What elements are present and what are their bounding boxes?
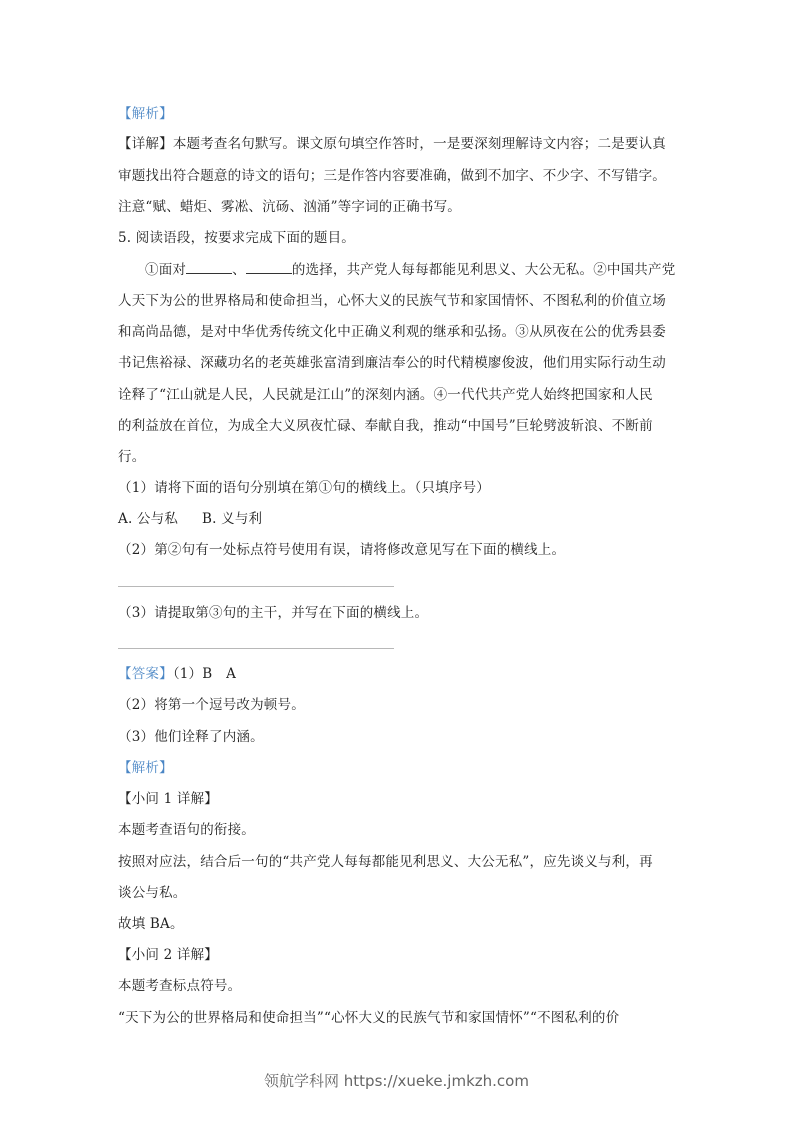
passage-line: 和高尚品德，是对中华优秀传统文化中正确义利观的继承和弘扬。③从夙夜在公的优秀县委	[118, 324, 666, 340]
sub-question-2: （2）第②句有一处标点符号使用有误，请将修改意见写在下面的横线上。	[118, 542, 566, 558]
detail-paragraph-line: 审题找出符合题意的诗文的语句；三是作答内容要准确，做到不加字、不少字、不写错字。	[118, 168, 666, 184]
passage-line: ①面对 、 的选择，共产党人每每都能见利思义、大公无私。②中国共产党	[145, 262, 676, 278]
sub-question-1: （1）请将下面的语句分别填在第①句的横线上。（只填序号）	[118, 480, 490, 496]
answer-line: 【答案】（1）B A	[118, 666, 237, 682]
analysis-line: 按照对应法，结合后一句的“共产党人每每都能见利思义、大公无私”，应先谈义与利，再	[118, 854, 653, 870]
answer-tag: 【答案】	[118, 666, 173, 682]
answer-3: （3）他们诠释了内涵。	[118, 729, 264, 745]
options-line	[118, 509, 678, 529]
sub-question-3: （3）请提取第③句的主干，并写在下面的横线上。	[118, 605, 429, 621]
detail-paragraph-line: 注意“赋、蜡炬、雾凇、沆砀、汹涌”等字词的正确书写。	[118, 199, 462, 215]
option-b: B. 义与利	[202, 511, 263, 527]
fill-blank-2	[246, 261, 292, 274]
passage-line: 的利益放在首位，为成全大义夙夜忙碌、奉献自我，推动“中国号”巨轮劈波斩浪、不断前	[118, 418, 653, 434]
analysis-line: 故填 BA。	[118, 916, 184, 932]
analysis-heading: 【解析】	[118, 106, 173, 122]
sub-analysis-1-heading: 【小问 1 详解】	[118, 791, 218, 807]
option-a: A. 公与私	[118, 511, 179, 527]
sub-analysis-2-heading: 【小问 2 详解】	[118, 947, 218, 963]
passage-line: 诠释了“江山就是人民，人民就是江山”的深刻内涵。④一代代共产党人始终把国家和人民	[118, 387, 653, 403]
analysis-line: 谈公与私。	[118, 885, 187, 901]
answer-line-3	[118, 648, 394, 649]
fill-blank-1	[186, 261, 232, 274]
passage-line: 人天下为公的世界格局和使命担当，心怀大义的民族气节和家国情怀、不图私利的价值立场	[118, 293, 666, 309]
detail-paragraph-line: 【详解】本题考查名句默写。课文原句填空作答时，一是要深刻理解诗文内容；二是要认真	[118, 136, 667, 152]
question-title: 5. 阅读语段，按要求完成下面的题目。	[118, 230, 355, 246]
analysis-line: “天下为公的世界格局和使命担当”“心怀大义的民族气节和家国情怀”“不图私利的价	[118, 1010, 620, 1026]
analysis-line: 本题考查语句的衔接。	[118, 822, 255, 838]
answer-2: （2）将第一个逗号改为顿号。	[118, 697, 305, 713]
answer-line-2	[118, 586, 394, 587]
analysis-heading: 【解析】	[118, 760, 173, 776]
detail-tag: 【详解】	[118, 136, 173, 152]
analysis-line: 本题考查标点符号。	[118, 978, 242, 994]
passage-line: 书记焦裕禄、深藏功名的老英雄张富清到廉洁奉公的时代精模廖俊波，他们用实际行动生动	[118, 355, 666, 371]
passage-line: 行。	[118, 449, 146, 465]
footer-watermark: 领航学科网 https://xueke.jmkzh.com	[264, 1072, 529, 1090]
